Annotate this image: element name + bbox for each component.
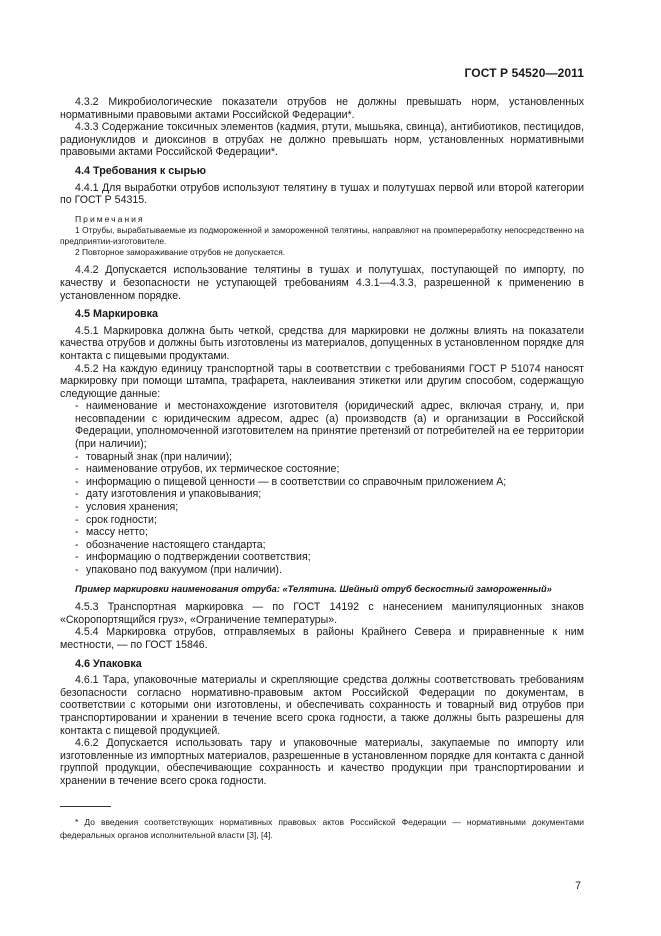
list-item: - срок годности; [75, 513, 157, 526]
list-item: - массу нетто; [75, 526, 148, 539]
list-item: - наименование и местонахождение изготовителя (юридический адрес, включая страну, и, при несовпадении с юридическим адресом, адрес (а) производств (а) и организации в Российской Федерации, уполномоченной изготовителем на принятие претензий от потребителей на ее территории (при наличии); [75, 400, 584, 451]
clause-4-3-2: 4.3.2 Микробиологические показатели отрубов не должны превышать норм, установленных нормативными правовыми актами Российской Федерации*. [60, 96, 584, 121]
list-item: - информацию о пищевой ценности — в соответствии со справочным приложением А; [75, 475, 507, 488]
list-item: - наименование отрубов, их термическое состояние; [75, 463, 340, 476]
page-number: 7 [575, 880, 581, 892]
clause-4-5-2: 4.5.2 На каждую единицу транспортной тары в соответствии с требованиями ГОСТ Р 51074 наносят маркировку при помощи штампа, трафарета, наклеивания этикетки или другим способом, содержащую следующие данные: [60, 362, 584, 400]
section-4-5-heading: 4.5 Маркировка [75, 308, 159, 321]
page-content [60, 96, 584, 788]
note-2: 2 Повторное замораживание отрубов не допускается. [75, 247, 286, 258]
list-item: - товарный знак (при наличии); [75, 450, 233, 463]
clause-4-6-2: 4.6.2 Допускается использовать тару и упаковочные материалы, закупаемые по импорту или изготовленные из импортных материалов, разрешенные в установленном порядке для контакта с данной группой продукции, обеспечивающие сохранность и качество продукции при транспортировании и хранении в течение всего срока годности. [60, 737, 584, 787]
clause-4-5-4: 4.5.4 Маркировка отрубов, отправляемых в районы Крайнего Севера и приравненные к ним местности, — по ГОСТ 15846. [60, 626, 584, 651]
clause-4-5-1: 4.5.1 Маркировка должна быть четкой, средства для маркировки не должны влиять на показатели качества отрубов и должны быть изготовлены из материалов, допущенных в установленном порядке для контакта с пищевыми продуктами. [60, 324, 584, 362]
section-4-6-heading: 4.6 Упаковка [75, 657, 142, 670]
clause-4-5-3: 4.5.3 Транспортная маркировка — по ГОСТ 14192 с нанесением манипуляционных знаков «Скоропортящийся груз», «Ограничение температуры». [60, 601, 584, 626]
section-4-4-heading: 4.4 Требования к сырью [75, 164, 206, 177]
marking-example: Пример маркировки наименования отруба: «Телятина. Шейный отруб бескостный замороженный» [75, 583, 552, 594]
clause-4-6-1: 4.6.1 Тара, упаковочные материалы и скрепляющие средства должны соответствовать требованиям безопасности согласно нормативно-правовым актом Российской Федерации по документам, в соответствии с которыми они изготовлены, и обеспечивать сохранность и товарный вид отрубов при транспортировании и хранении в течение всего срока годности, а также должны быть разрешены для контакта с пищевой продукцией. [60, 674, 584, 737]
clause-4-4-1: 4.4.1 Для выработки отрубов используют телятину в тушах и полутушах первой или второй категории по ГОСТ Р 54315. [60, 181, 584, 207]
note-1: 1 Отрубы, вырабатываемые из подмороженной и замороженной телятины, направляют на промпереработку непосредственно на предприятии-изготовителе. [60, 224, 584, 246]
marking-data-list [60, 400, 584, 576]
standard-header: ГОСТ Р 54520—2011 [464, 66, 584, 80]
clause-4-4-2: 4.4.2 Допускается использование телятины в тушах и полутушах, поступающей по импорту, по качеству и безопасности не уступающей требованиям 4.3.1—4.3.3, разрешенной к применению в установленном порядке. [60, 264, 584, 302]
list-item: - обозначение настоящего стандарта; [75, 538, 266, 551]
footnote-divider [60, 806, 111, 807]
list-item: - условия хранения; [75, 501, 179, 514]
list-item: - упаковано под вакуумом (при наличии). [75, 564, 282, 577]
notes-heading: Примечания [75, 213, 145, 224]
list-item: - информацию о подтверждении соответствия; [75, 551, 311, 564]
list-item: - дату изготовления и упаковывания; [75, 488, 262, 501]
clause-4-3-3: 4.3.3 Содержание токсичных элементов (кадмия, ртути, мышьяка, свинца), антибиотиков, пестицидов, радионуклидов и диоксинов в отрубах не должно превышать норм, установленных нормативными правовыми актами Российской Федерации*. [60, 121, 584, 159]
footnote: * До введения соответствующих нормативных правовых актов Российской Федерации — нормативными документами федеральных органов исполнительной власти [3], [4]. [60, 817, 584, 840]
